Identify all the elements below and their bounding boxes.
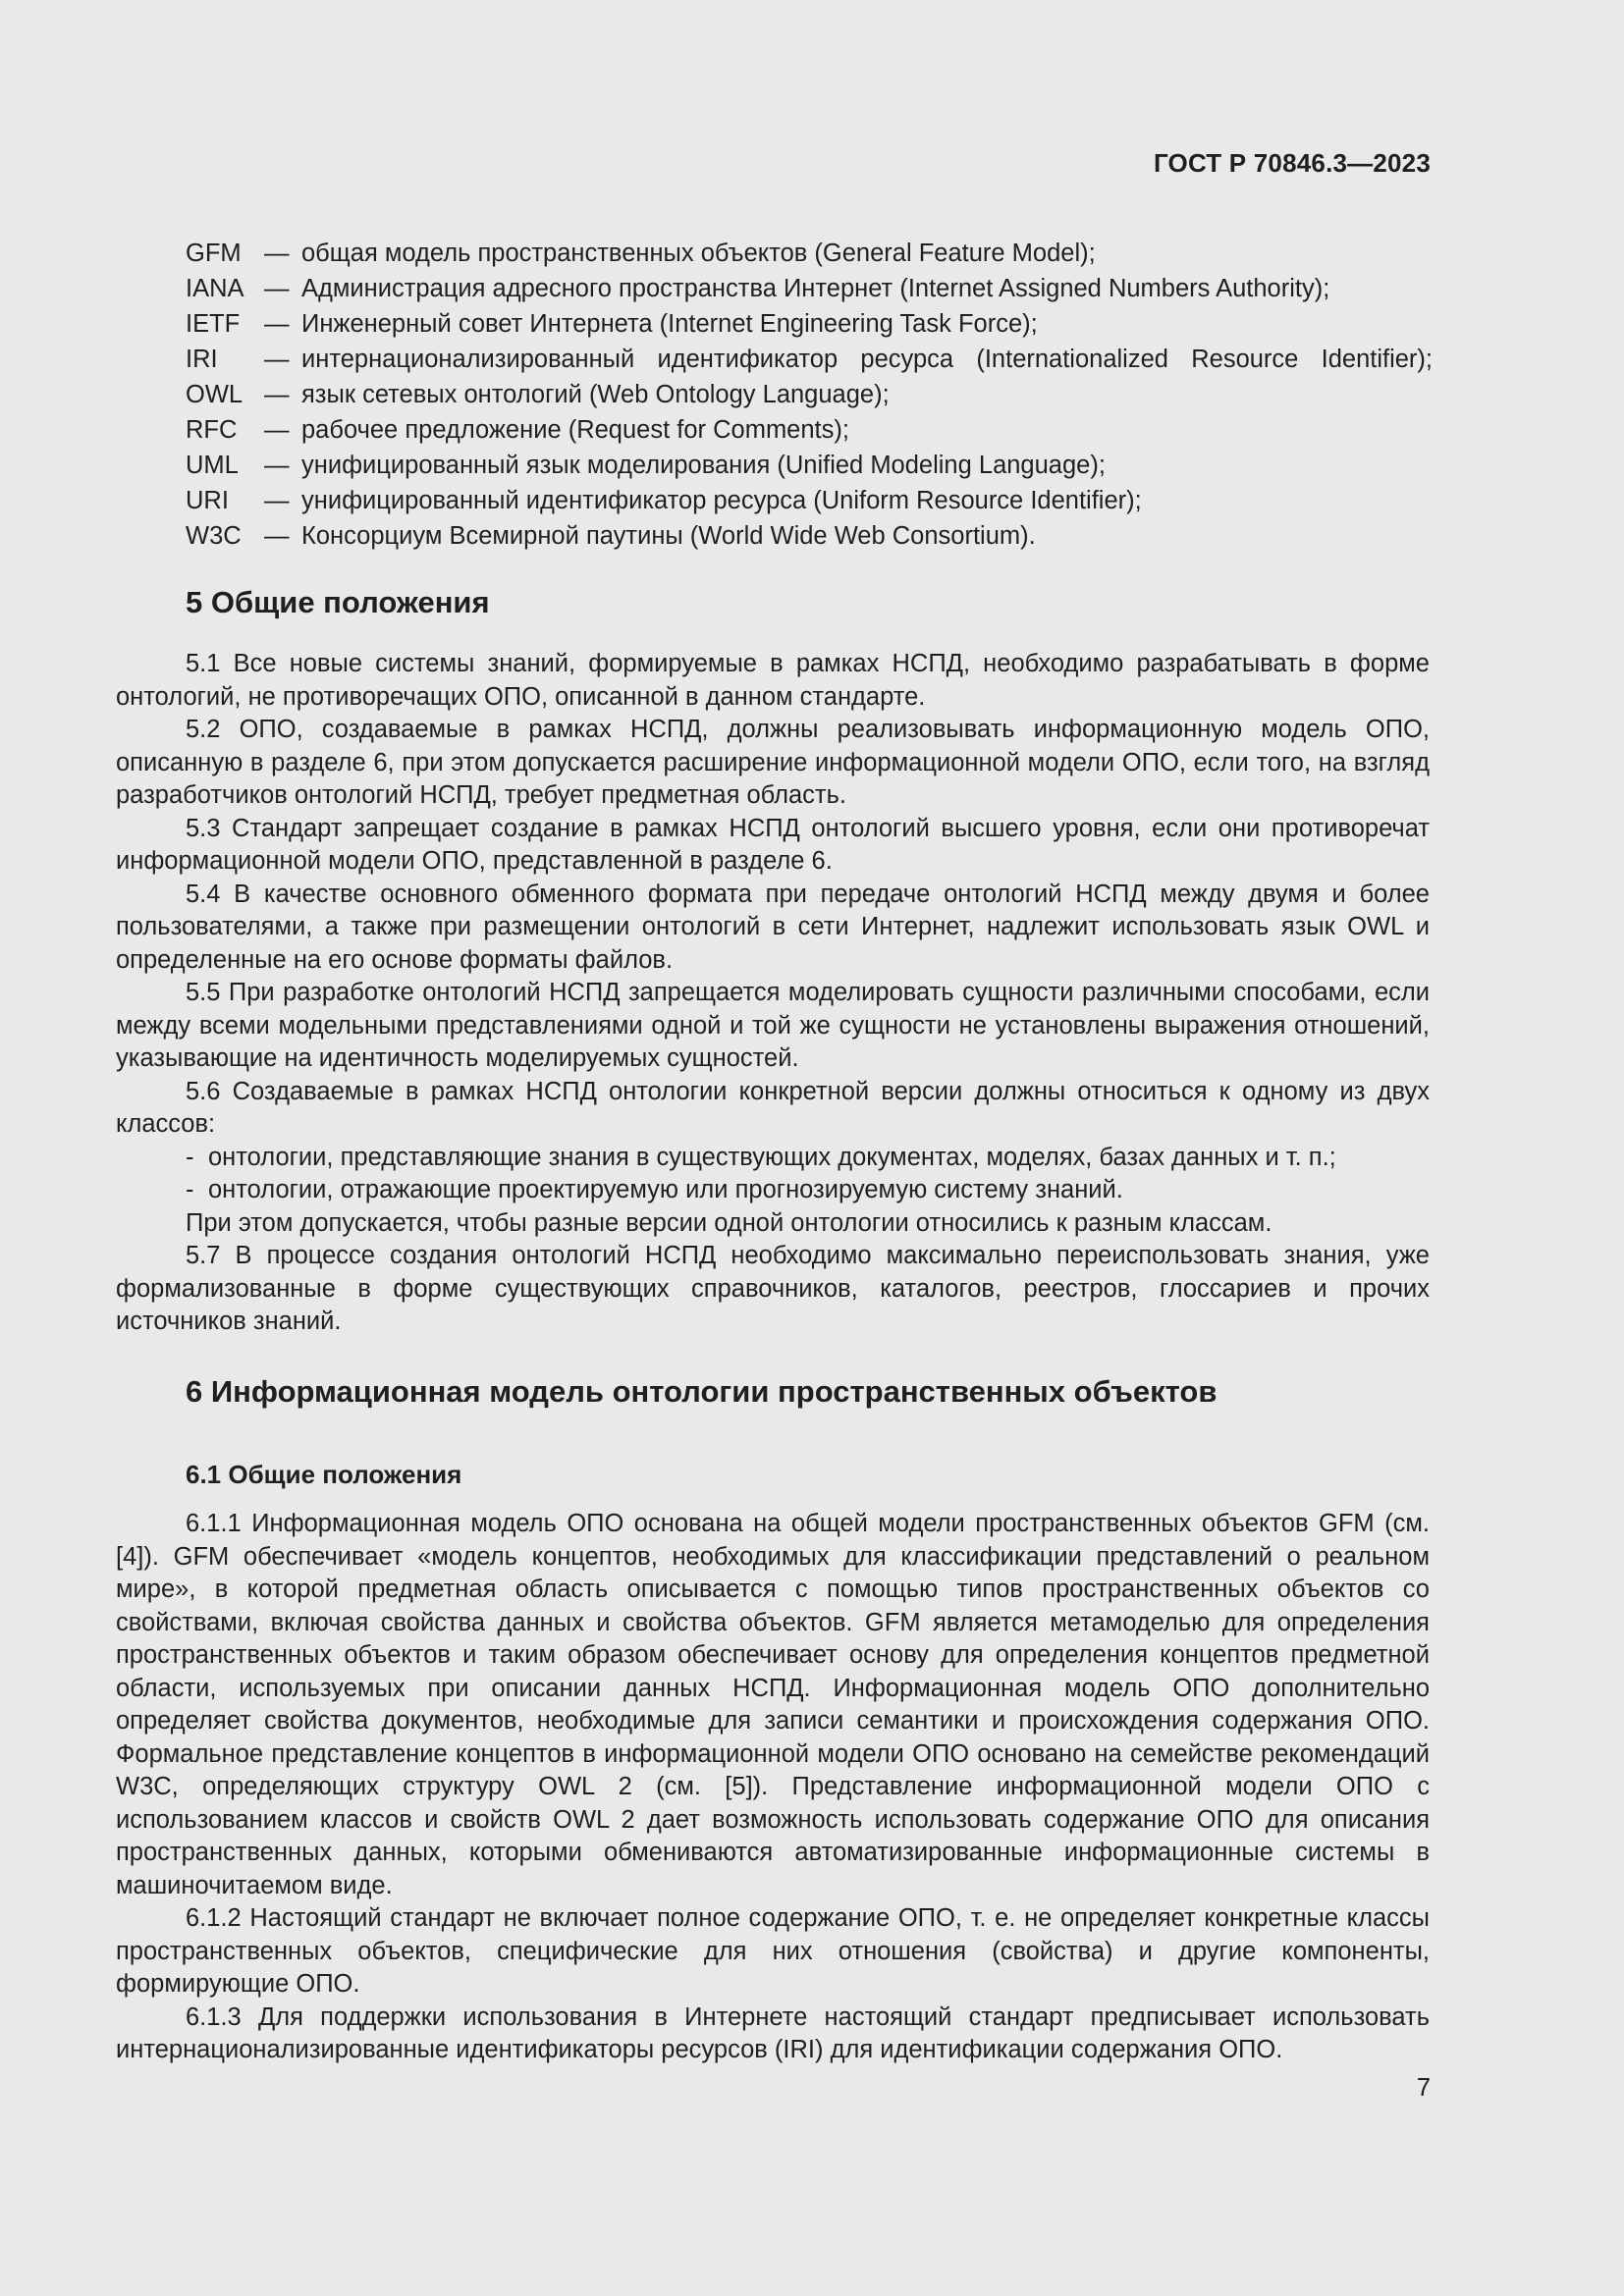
abbreviation-row (186, 448, 1433, 483)
abbreviation-term: OWL (186, 381, 244, 408)
abbreviation-dash: — (264, 381, 290, 408)
subsection-6-1-heading: 6.1 Общие положения (186, 1460, 462, 1489)
paragraph-5-2: 5.2 ОПО, создаваемые в рамках НСПД, должны реализовывать информационную модель ОПО, описанную в разделе 6, при этом допускается расширение информационной модели ОПО, если того, на взгляд разработчиков онтологий НСПД, требует предметная область. (116, 716, 1430, 809)
list-dash: - (186, 1176, 194, 1203)
list-item-text: онтологии, представляющие знания в существующих документах, моделях, базах данных и т. п.; (208, 1143, 1336, 1171)
paragraph-5-6: 5.6 Создаваемые в рамках НСПД онтологии конкретной версии должны относиться к одному из двух классов: (116, 1077, 1430, 1138)
abbreviations-list (186, 236, 1433, 554)
paragraph-5-7: 5.7 В процессе создания онтологий НСПД необходимо максимально переиспользовать знания, уже формализованные в форме существующих справочников, каталогов, реестров, глоссариев и прочих источников знаний. (116, 1242, 1430, 1335)
abbreviation-term: IRI (186, 346, 218, 373)
page-number: 7 (1416, 2074, 1431, 2102)
list-item (116, 1174, 1430, 1207)
list-item (116, 1142, 1430, 1175)
abbreviation-term: RFC (186, 416, 238, 444)
list-item-text: онтологии, отражающие проектируемую или прогнозируемую систему знаний. (208, 1176, 1123, 1203)
abbreviation-row (186, 483, 1433, 518)
paragraph-6-1-3: 6.1.3 Для поддержки использования в Интернете настоящий стандарт предписывает использовать интернационализированные идентификаторы ресурсов (IRI) для идентификации содержания ОПО. (116, 2002, 1430, 2063)
abbreviation-dash: — (264, 452, 290, 479)
paragraph-5-3: 5.3 Стандарт запрещает создание в рамках НСПД онтологий высшего уровня, если они противоречат информационной модели ОПО, представленной в разделе 6. (116, 814, 1430, 875)
paragraph-6-1-1: 6.1.1 Информационная модель ОПО основана на общей модели пространственных объектов GFM (см. [4]). GFM обеспечивает «модель концептов, необходимых для классификации представлений о реальном мире», в которой предметная область описывается с помощью типов пространственных объектов со свойствами, включая свойства данных и свойства объектов. GFM является метамоделью для определения пространственных объектов и таким образом обеспечивает основу для определения концептов предметной области, используемых при описании данных НСПД. Информационная модель ОПО дополнительно определяет свойства документов, необходимые для записи семантики и происхождения содержания ОПО. Формальное представление концептов в информационной модели ОПО основано на семействе рекомендаций W3C, определяющих структуру OWL 2 (см. [5]). Представление информационной модели ОПО с использованием классов и свойств OWL 2 дает возможность использовать содержание ОПО для описания пространственных данных, которыми обмениваются автоматизированные информационные системы в машиночитаемом виде. (116, 1510, 1430, 1899)
section-5-body (116, 648, 1430, 1339)
abbreviation-definition: Администрация адресного пространства Интернет (Internet Assigned Numbers Authority); (301, 275, 1330, 302)
paragraph-5-1: 5.1 Все новые системы знаний, формируемые в рамках НСПД, необходимо разрабатывать в форме онтологий, не противоречащих ОПО, описанной в данном стандарте. (116, 650, 1430, 711)
abbreviation-term: UML (186, 452, 239, 479)
abbreviation-dash: — (264, 310, 290, 338)
standard-number-header: ГОСТ Р 70846.3—2023 (1153, 148, 1431, 178)
abbreviation-definition: Консорциум Всемирной паутины (World Wide Web Consortium). (301, 522, 1036, 550)
abbreviation-dash: — (264, 240, 290, 267)
paragraph-6-1-2: 6.1.2 Настоящий стандарт не включает полное содержание ОПО, т. е. не определяет конкретные классы пространственных объектов, специфические для них отношения (свойства) и другие компоненты, формирующие ОПО. (116, 1904, 1430, 1998)
abbreviation-row (186, 271, 1433, 306)
abbreviation-row (186, 236, 1433, 271)
abbreviation-definition: унифицированный язык моделирования (Unified Modeling Language); (301, 452, 1106, 479)
abbreviation-definition: язык сетевых онтологий (Web Ontology Language); (301, 381, 890, 408)
abbreviation-row (186, 342, 1433, 377)
abbreviation-row (186, 306, 1433, 342)
abbreviation-term: URI (186, 487, 229, 514)
abbreviation-definition: общая модель пространственных объектов (General Feature Model); (301, 240, 1096, 267)
abbreviation-term: W3C (186, 522, 242, 550)
abbreviation-term: GFM (186, 240, 242, 267)
abbreviation-dash: — (264, 522, 290, 550)
abbreviation-dash: — (264, 275, 290, 302)
paragraph-5-6-note: При этом допускается, чтобы разные версии одной онтологии относились к разным классам. (186, 1208, 1272, 1237)
abbreviation-definition: Инженерный совет Интернета (Internet Engineering Task Force); (301, 310, 1038, 338)
abbreviation-row (186, 377, 1433, 412)
section-5-heading: 5 Общие положения (186, 585, 490, 619)
abbreviation-dash: — (264, 487, 290, 514)
section-6-heading: 6 Информационная модель онтологии пространственных объектов (186, 1374, 1218, 1409)
abbreviation-row (186, 518, 1433, 554)
abbreviation-dash: — (264, 346, 290, 373)
abbreviation-definition: унифицированный идентификатор ресурса (Uniform Resource Identifier); (301, 487, 1142, 514)
abbreviation-definition: рабочее предложение (Request for Comments); (301, 416, 849, 444)
abbreviation-term: IETF (186, 310, 241, 338)
paragraph-5-4: 5.4 В качестве основного обменного формата при передаче онтологий НСПД между двумя и более пользователями, а также при размещении онтологий в сети Интернет, надлежит использовать язык OWL и определенные на его основе форматы файлов. (116, 880, 1430, 974)
abbreviation-definition: интернационализированный идентификатор ресурса (Internationalized Resource Identifier); (301, 346, 1433, 373)
abbreviation-term: IANA (186, 275, 244, 302)
section-6-body (116, 1508, 1430, 2067)
abbreviation-dash: — (264, 416, 290, 444)
list-dash: - (186, 1143, 194, 1171)
paragraph-5-5: 5.5 При разработке онтологий НСПД запрещается моделировать сущности различными способами, если между всеми модельными представлениями одной и той же сущности не установлены выражения отношений, указывающие на идентичность моделируемых сущностей. (116, 979, 1430, 1072)
abbreviation-row (186, 412, 1433, 448)
